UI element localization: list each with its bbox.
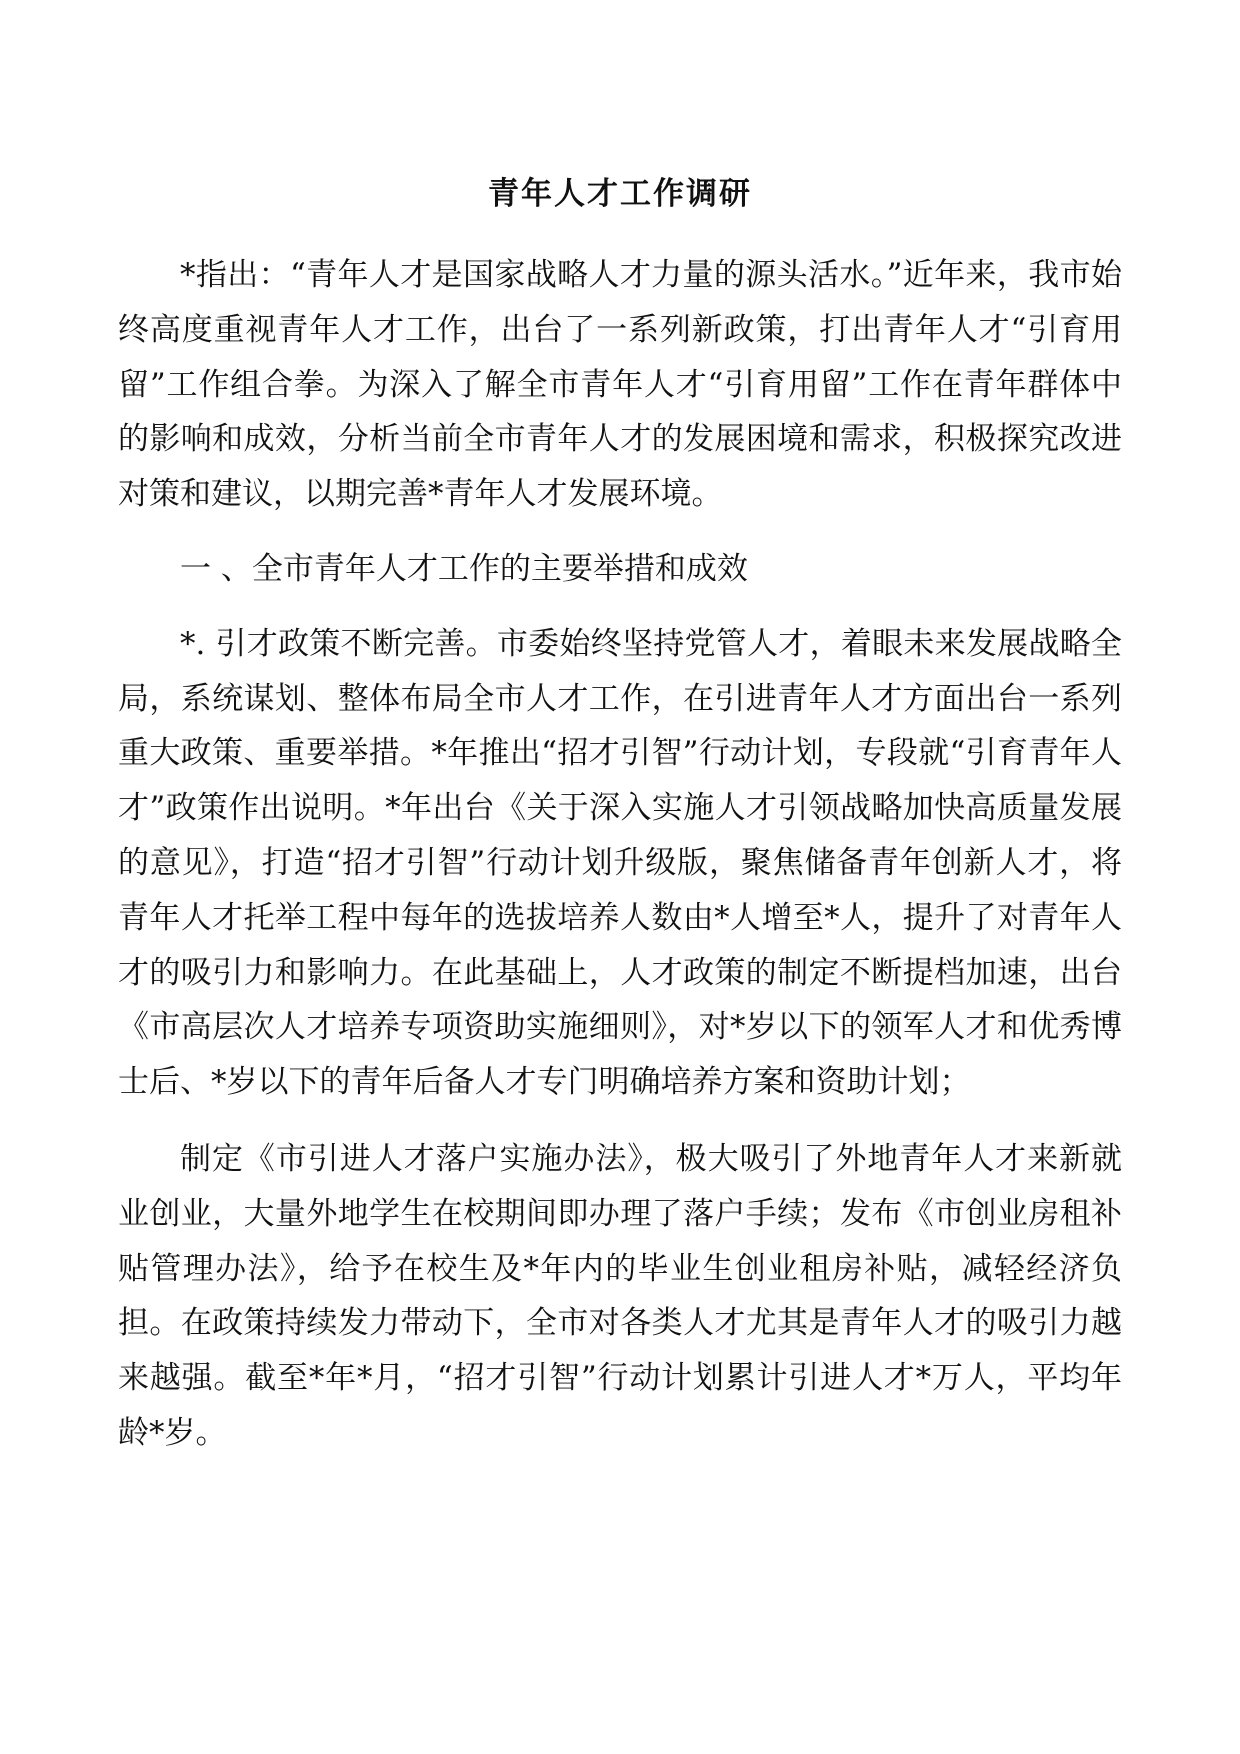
document-title: 青年人才工作调研 (488, 176, 752, 212)
paragraph-residency-policy: 制定《市引进人才落户实施办法》，极大吸引了外地青年人才来新就业创业，大量外地学生在校期间即办理了落户手续；发布《市创业房租补贴管理办法》，给予在校生及*年内的毕业生创业租房补贴，减轻经济负担。在政策持续发力带动下，全市对各类人才尤其是青年人才的吸引力越来越强。截至*年*月，“招才引智”行动计划累计引进人才*万人，平均年龄*岁。 (118, 1140, 1122, 1451)
document-body (118, 248, 1122, 1461)
paragraph-intro: *指出：“青年人才是国家战略人才力量的源头活水。”近年来，我市始终高度重视青年人才工作，出台了一系列新政策，打出青年人才“引育用留”工作组合拳。为深入了解全市青年人才“引育用留”工作在青年群体中的影响和成效，分析当前全市青年人才的发展困境和需求，积极探究改进对策和建议，以期完善*青年人才发展环境。 (118, 257, 1122, 513)
section-heading: 一 、全市青年人才工作的主要举措和成效 (180, 550, 748, 587)
paragraph-talent-policy: *. 引才政策不断完善。市委始终坚持党管人才，着眼未来发展战略全局，系统谋划、整体布局全市人才工作，在引进青年人才方面出台一系列重大政策、重要举措。*年推出“招才引智”行动计划，专段就“引育青年人才”政策作出说明。*年出台《关于深入实施人才引领战略加快高质量发展的意见》，打造“招才引智”行动计划升级版，聚焦储备青年创新人才，将青年人才托举工程中每年的选拔培养人数由*人增至*人，提升了对青年人才的吸引力和影响力。在此基础上，人才政策的制定不断提档加速，出台《市高层次人才培养专项资助实施细则》，对*岁以下的领军人才和优秀博士后、*岁以下的青年后备人才专门明确培养方案和资助计划； (118, 625, 1122, 1101)
